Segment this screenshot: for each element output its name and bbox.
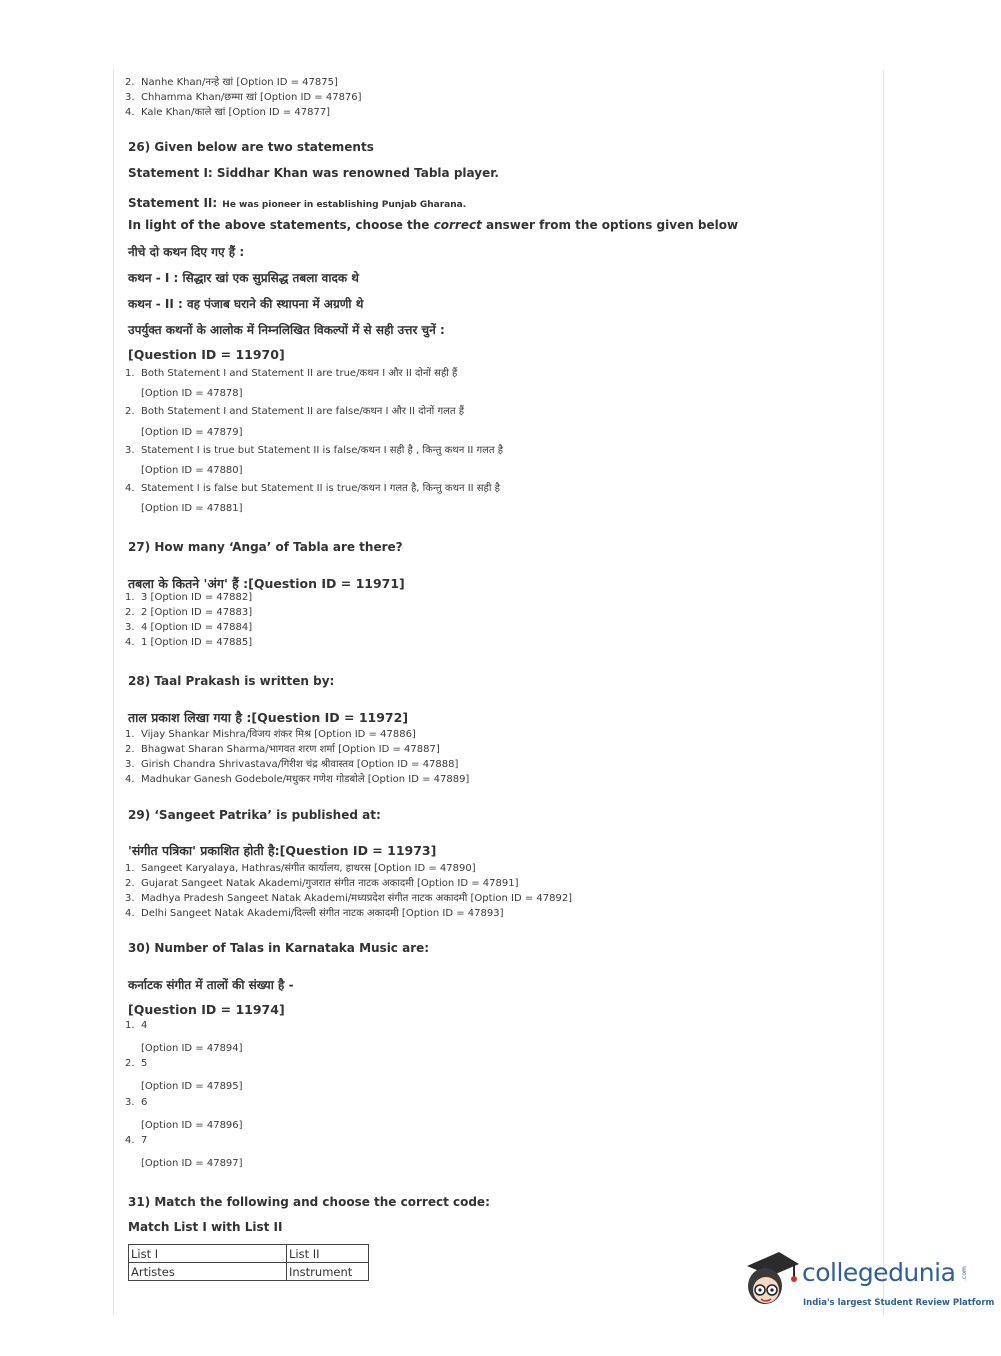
statement-2: Statement II: He was pioneer in establishing Punjab Gharana.	[128, 196, 467, 210]
option-item: 3. Girish Chandra Shrivastava/गिरीश चंद्र श्रीवास्तव [Option ID = 47888]	[125, 759, 459, 770]
question-heading: 29) ‘Sangeet Patrika’ is published at:	[128, 808, 381, 822]
hindi-line: कथन - I : सिद्धार खां एक सुप्रसिद्ध तबला वादक थे	[128, 271, 359, 285]
table-cell: Artistes	[129, 1263, 287, 1281]
question-heading: 31) Match the following and choose the correct code:	[128, 1195, 490, 1209]
option-item: 4. 7	[125, 1135, 148, 1146]
statement-1: Statement I: Siddhar Khan was renowned Tabla player.	[128, 166, 499, 180]
brand-tagline: India's largest Student Review Platform	[803, 1298, 995, 1308]
option-id: [Option ID = 47894]	[141, 1043, 243, 1054]
page-right-rule	[883, 70, 884, 1315]
option-item: 1. 3 [Option ID = 47882]	[125, 592, 253, 603]
option-item: 1. Vijay Shankar Mishra/विजय शंकर मिश्र [Option ID = 47886]	[125, 729, 416, 740]
option-item: 4. Statement I is false but Statement II is true/कथन I गलत है, किन्तु कथन II सही है	[125, 483, 500, 494]
list-item: 2. Nanhe Khan/नन्हे खां [Option ID = 47875]	[125, 77, 338, 88]
brand-name: collegedunia	[802, 1258, 956, 1287]
option-item: 3. 6	[125, 1097, 148, 1108]
table-cell: List II	[287, 1245, 369, 1263]
option-item: 4. 1 [Option ID = 47885]	[125, 637, 253, 648]
question-heading: 26) Given below are two statements	[128, 140, 374, 154]
question-id: तबला के कितने 'अंग' हैं :[Question ID = 11971]	[128, 576, 405, 591]
question-id: [Question ID = 11974]	[128, 1002, 285, 1017]
option-id: [Option ID = 47896]	[141, 1120, 243, 1131]
option-id: [Option ID = 47879]	[141, 427, 243, 438]
option-item: 3. 4 [Option ID = 47884]	[125, 622, 253, 633]
option-id: [Option ID = 47895]	[141, 1081, 243, 1092]
question-id: 'संगीत पत्रिका' प्रकाशित होती है:[Question ID = 11973]	[128, 843, 437, 858]
table-row	[129, 1245, 369, 1263]
option-item: 2. Gujarat Sangeet Natak Akademi/गुजरात संगीत नाटक अकादमी [Option ID = 47891]	[125, 878, 519, 889]
option-item: 3. Statement I is true but Statement II is false/कथन I सही है , किन्तु कथन II गलत है	[125, 445, 504, 456]
hindi-line: उपर्युक्त कथनों के आलोक में निम्नलिखित विकल्पों में से सही उत्तर चुनें :	[128, 323, 445, 337]
option-item: 4. Madhukar Ganesh Godebole/मधुकर गणेश गोडबोले [Option ID = 47889]	[125, 774, 470, 785]
hindi-line: कथन - II : वह पंजाब घराने की स्थापना में अग्रणी थे	[128, 297, 364, 311]
option-item: 1. Both Statement I and Statement II are true/कथन I और II दोनों सही हैं	[125, 368, 458, 379]
hindi-line: कर्नाटक संगीत में तालों की संख्या है -	[128, 978, 294, 992]
collegedunia-mascot-logo	[741, 1248, 803, 1312]
match-table	[128, 1244, 369, 1281]
question-id: ताल प्रकाश लिखा गया है :[Question ID = 11972]	[128, 710, 409, 725]
page-left-rule	[113, 70, 114, 1315]
question-heading: 30) Number of Talas in Karnataka Music are:	[128, 941, 430, 955]
table-row	[129, 1263, 369, 1281]
option-item: 2. Bhagwat Sharan Sharma/भागवत शरण शर्मा [Option ID = 47887]	[125, 744, 440, 755]
option-item: 4. Delhi Sangeet Natak Akademi/दिल्ली संगीत नाटक अकादमी [Option ID = 47893]	[125, 908, 504, 919]
hindi-line: नीचे दो कथन दिए गए हैं :	[128, 245, 245, 259]
table-cell: Instrument	[287, 1263, 369, 1281]
question-id: [Question ID = 11970]	[128, 347, 285, 362]
option-id: [Option ID = 47881]	[141, 503, 243, 514]
option-id: [Option ID = 47897]	[141, 1158, 243, 1169]
option-item: 2. 2 [Option ID = 47883]	[125, 607, 253, 618]
list-item: 4. Kale Khan/काले खां [Option ID = 47877]	[125, 107, 331, 118]
question-heading: 27) How many ‘Anga’ of Tabla are there?	[128, 540, 403, 554]
option-item: 1. Sangeet Karyalaya, Hathras/संगीत कार्यालय, हाथरस [Option ID = 47890]	[125, 863, 476, 874]
option-item: 2. Both Statement I and Statement II are false/कथन I और II दोनों गलत हैं	[125, 406, 465, 417]
brand-dotcom: .com	[960, 1266, 968, 1281]
option-item: 3. Madhya Pradesh Sangeet Natak Akademi/मध्यप्रदेश संगीत नाटक अकादमी [Option ID = 47892]	[125, 893, 573, 904]
instructions: In light of the above statements, choose the correct answer from the options given below	[128, 218, 739, 232]
option-id: [Option ID = 47878]	[141, 388, 243, 399]
list-item: 3. Chhamma Khan/छम्मा खां [Option ID = 47876]	[125, 92, 362, 103]
match-instruction: Match List I with List II	[128, 1220, 283, 1234]
option-item: 2. 5	[125, 1058, 148, 1069]
question-heading: 28) Taal Prakash is written by:	[128, 674, 335, 688]
option-id: [Option ID = 47880]	[141, 465, 243, 476]
table-cell: List I	[129, 1245, 287, 1263]
option-item: 1. 4	[125, 1020, 148, 1031]
